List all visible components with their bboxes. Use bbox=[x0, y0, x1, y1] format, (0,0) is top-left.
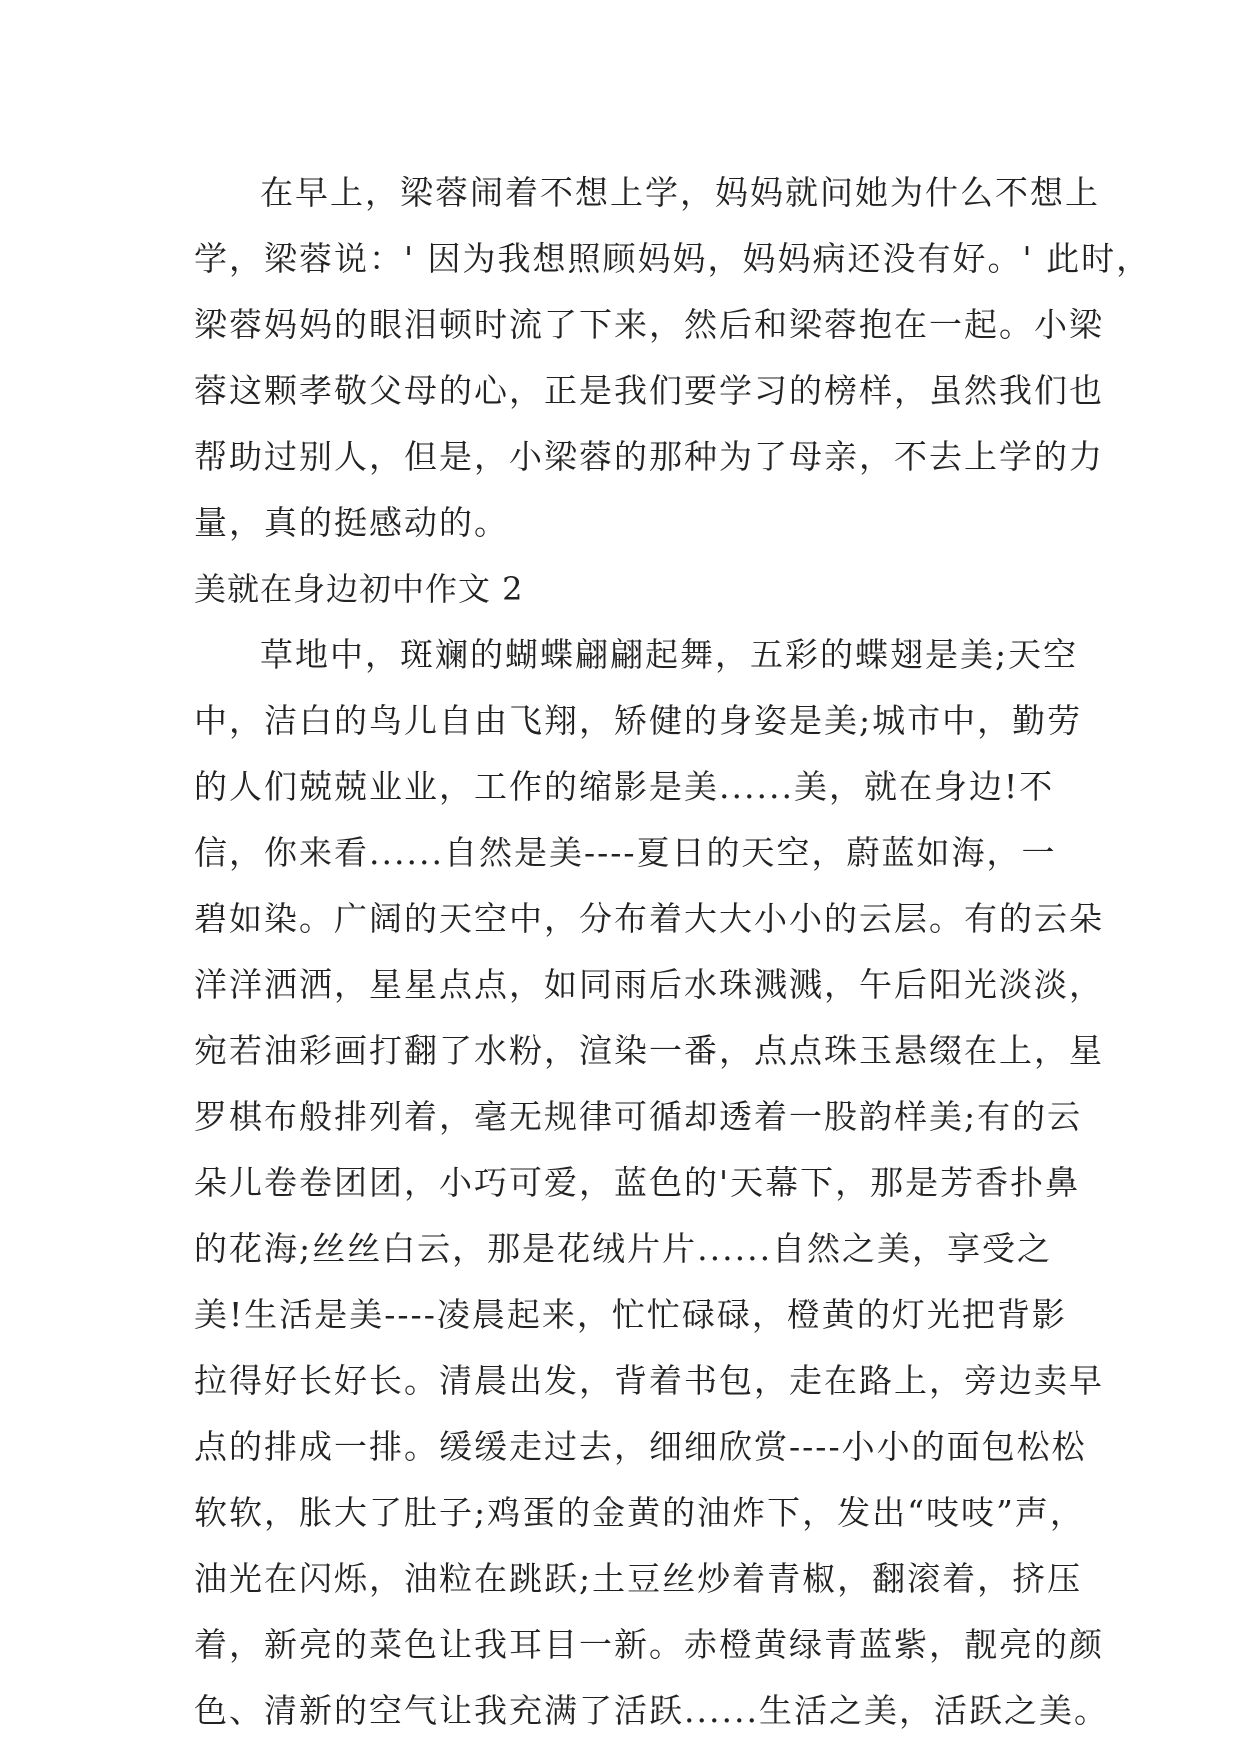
text-line: 朵儿卷卷团团，小巧可爱，蓝色的'天幕下，那是芳香扑鼻 bbox=[194, 1163, 1081, 1202]
text-line: 美!生活是美----凌晨起来，忙忙碌碌，橙黄的灯光把背影 bbox=[194, 1295, 1067, 1334]
text-line: 油光在闪烁，油粒在跳跃;土豆丝炒着青椒，翻滚着，挤压 bbox=[194, 1559, 1083, 1598]
text-line: 梁蓉妈妈的眼泪顿时流了下来，然后和梁蓉抱在一起。小梁 bbox=[194, 305, 1104, 344]
text-line: 点的排成一排。缓缓走过去，细细欣赏----小小的面包松松 bbox=[194, 1427, 1087, 1466]
text-line: 拉得好长好长。清晨出发，背着书包，走在路上，旁边卖早 bbox=[194, 1361, 1104, 1400]
text-line: 蓉这颗孝敬父母的心，正是我们要学习的榜样，虽然我们也 bbox=[194, 371, 1104, 410]
document-page bbox=[194, 160, 1152, 1744]
paragraph-2 bbox=[194, 622, 1109, 1744]
text-line: 的人们兢兢业业，工作的缩影是美......美，就在身边!不 bbox=[194, 767, 1055, 806]
text-line: 草地中，斑斓的蝴蝶翩翩起舞，五彩的蝶翅是美;天空 bbox=[260, 635, 1079, 674]
paragraph-1 bbox=[194, 160, 1152, 556]
text-line: 着，新亮的菜色让我耳目一新。赤橙黄绿青蓝紫，靓亮的颜 bbox=[194, 1625, 1104, 1664]
text-line: 罗棋布般排列着，毫无规律可循却透着一股韵样美;有的云 bbox=[194, 1097, 1083, 1136]
text-line: 中，洁白的鸟儿自由飞翔，矫健的身姿是美;城市中，勤劳 bbox=[194, 701, 1083, 740]
text-line: 碧如染。广阔的天空中，分布着大大小小的云层。有的云朵 bbox=[194, 899, 1104, 938]
text-line: 软软，胀大了肚子;鸡蛋的金黄的油炸下，发出“吱吱”声， bbox=[194, 1493, 1085, 1532]
text-line: 色、清新的空气让我充满了活跃......生活之美，活跃之美。 bbox=[194, 1691, 1109, 1730]
text-line: 洋洋洒洒，星星点点，如同雨后水珠溅溅，午后阳光淡淡， bbox=[194, 965, 1104, 1004]
section-title: 美就在身边初中作文 2 bbox=[194, 570, 524, 608]
text-line: 在早上，梁蓉闹着不想上学，妈妈就问她为什么不想上 bbox=[260, 173, 1100, 212]
text-line: 学，梁蓉说：' 因为我想照顾妈妈，妈妈病还没有好。' 此时， bbox=[194, 239, 1152, 278]
text-line: 的花海;丝丝白云，那是花绒片片......自然之美，享受之 bbox=[194, 1229, 1053, 1268]
text-line: 宛若油彩画打翻了水粉，渲染一番，点点珠玉悬缀在上，星 bbox=[194, 1031, 1104, 1070]
text-line: 量，真的挺感动的。 bbox=[194, 503, 509, 542]
text-line: 信，你来看......自然是美----夏日的天空，蔚蓝如海，一 bbox=[194, 833, 1057, 872]
text-line: 帮助过别人，但是，小梁蓉的那种为了母亲，不去上学的力 bbox=[194, 437, 1104, 476]
